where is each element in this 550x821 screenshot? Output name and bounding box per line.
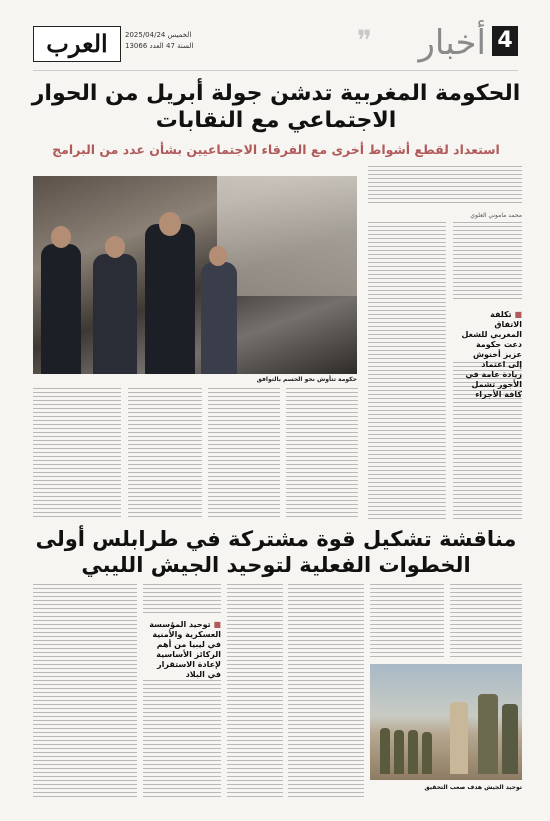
soldier-figure bbox=[502, 704, 518, 774]
article-2-photo bbox=[370, 664, 522, 780]
article-1-column-2 bbox=[368, 222, 446, 520]
pull-quote-text: توحيد المؤسسة العسكرية والأمنية في ليبيا من أهم الركائز الأساسية لإعادة الاستقرار في البلاد bbox=[149, 620, 221, 679]
article-2-column-3 bbox=[288, 584, 364, 800]
person-figure bbox=[41, 244, 81, 374]
subheadline-article-1: استعداد لقطع أشواط أخرى مع الفرقاء الاجتماعيين بشأن عدد من البرامج bbox=[52, 142, 500, 157]
article-2-column-5 bbox=[143, 584, 221, 616]
article-1-column-4 bbox=[286, 388, 358, 518]
person-figure bbox=[93, 254, 137, 374]
article-1-photo bbox=[33, 176, 357, 374]
article-2-column-2 bbox=[370, 584, 444, 660]
soldier-figure bbox=[408, 730, 418, 774]
headline-article-1: الحكومة المغربية تدشن جولة أبريل من الحوار الاجتماعي مع النقابات bbox=[31, 81, 521, 133]
pull-quote-article-2 bbox=[143, 620, 221, 680]
person-head bbox=[105, 236, 125, 258]
exhibit-wall bbox=[217, 176, 357, 296]
intro-text-block bbox=[368, 166, 522, 206]
article-2-column-4 bbox=[227, 584, 283, 800]
article-2-photo-caption: توحيد الجيش هدف صعب التحقيق bbox=[424, 784, 522, 791]
page-number: 4 bbox=[492, 26, 518, 56]
soldier-figure bbox=[422, 732, 432, 774]
person-figure bbox=[145, 224, 195, 374]
soldier-figure bbox=[380, 728, 390, 774]
issue-number: السنة 47 العدد 13066 bbox=[125, 42, 194, 50]
issue-info bbox=[125, 30, 193, 52]
person-figure bbox=[201, 262, 237, 374]
article-1-photo-caption: حكومة تتأوش نحو الحسم بالتوافق bbox=[256, 376, 357, 383]
article-1-column-7 bbox=[33, 388, 121, 518]
pull-quote-mark: ■ bbox=[210, 620, 221, 629]
quote-icon: ❞ bbox=[356, 24, 372, 57]
article-1-column-1 bbox=[453, 222, 522, 302]
soldier-figure bbox=[478, 694, 498, 774]
person-head bbox=[159, 212, 181, 236]
article-2-column-1 bbox=[450, 584, 522, 660]
article-2-column-6 bbox=[143, 680, 221, 800]
article-2-column-7 bbox=[33, 584, 137, 800]
page-header bbox=[33, 22, 518, 71]
soldier-figure bbox=[450, 702, 468, 774]
article-1-author: محمد ماموني العلوي bbox=[470, 212, 522, 219]
article-1-column-6 bbox=[128, 388, 202, 518]
soldier-figure bbox=[394, 730, 404, 774]
newspaper-logo: العرب bbox=[33, 26, 121, 62]
section-title: أخبار bbox=[418, 23, 486, 63]
pull-quote-text: تكلفة الاتفاق المغربي للشغل دعت حكومة عزيز أخنوش إلى اعتماد زيادة عامة في الأجور تشمل كافة الأجراء bbox=[461, 310, 522, 399]
pull-quote-article-1 bbox=[460, 310, 522, 400]
pull-quote-mark: ■ bbox=[511, 310, 522, 319]
headline-article-2: مناقشة تشكيل قوة مشتركة في طرابلس أولى الخطوات الفعلية لتوحيد الجيش الليبي bbox=[35, 527, 517, 577]
issue-date: الخميس 2025/04/24 bbox=[125, 31, 192, 39]
person-head bbox=[51, 226, 71, 248]
person-head bbox=[209, 246, 227, 266]
article-1-column-5 bbox=[208, 388, 280, 518]
